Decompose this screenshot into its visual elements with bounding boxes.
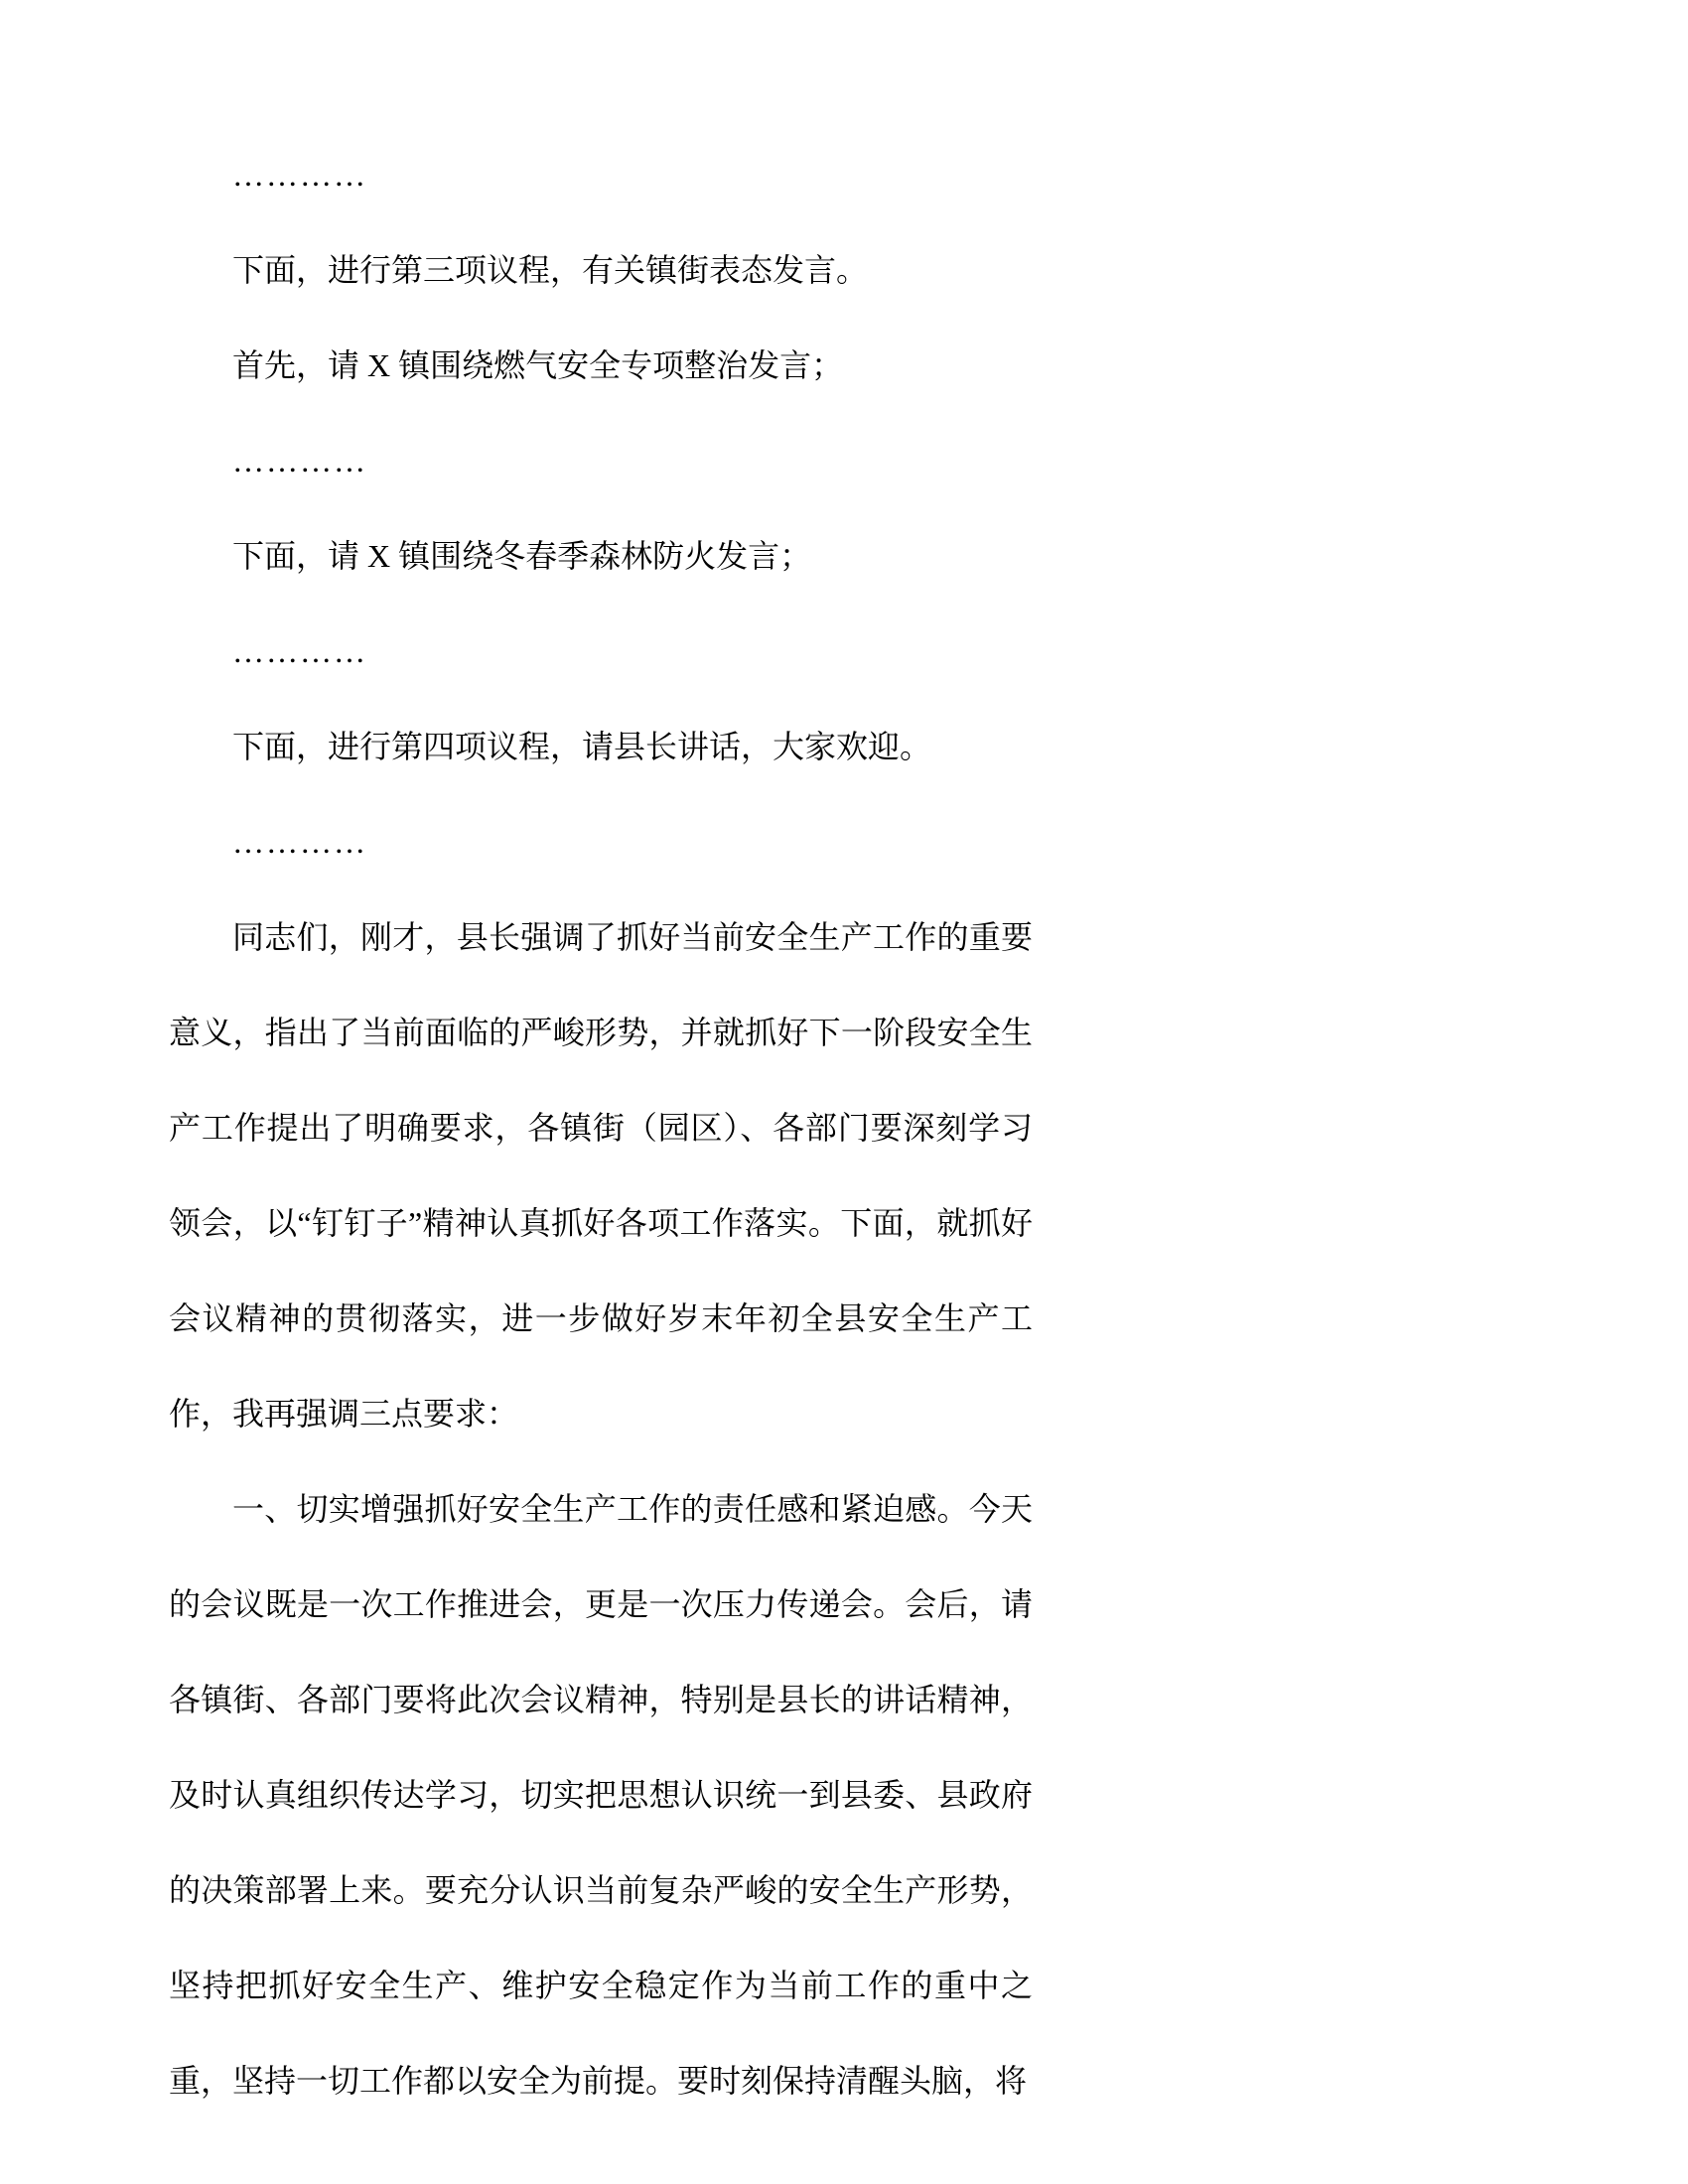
ellipsis-line: ………… — [232, 633, 367, 669]
ellipsis-line: ………… — [232, 824, 367, 860]
agenda-line-fourth-item: 下面，进行第四项议程，请县长讲话，大家欢迎。 — [232, 729, 932, 764]
agenda-line-forest-fire: 下面，请 X 镇围绕冬春季森林防火发言； — [232, 538, 812, 574]
body-paragraph-requirement-one: 一、切实增强抓好安全生产工作的责任感和紧迫感。今天的会议既是一次工作推进会，更是一次压力传递会。会后，请各镇街、各部门要将此次会议精神，特别是县长的讲话精神，及时认真组织传达学习，切实把思想认识统一到县委、县政府的决策部署上来。要充分认识当前复杂严峻的安全生产形势，坚持把抓好安全生产、维护安全稳定作为当前工作的重中之重，坚持一切工作都以安全为前提。要时刻保持清醒头脑，将 — [169, 1491, 1033, 2099]
ellipsis-line: ………… — [232, 157, 367, 193]
agenda-line-gas-safety: 首先，请 X 镇围绕燃气安全专项整治发言； — [232, 347, 844, 383]
body-paragraph-summary: 同志们，刚才，县长强调了抓好当前安全生产工作的重要意义，指出了当前面临的严峻形势，并就抓好下一阶段安全生产工作提出了明确要求，各镇街（园区）、各部门要深刻学习领会，以“钉钉子”精神认真抓好各项工作落实。下面，就抓好会议精神的贯彻落实，进一步做好岁末年初全县安全生产工作，我再强调三点要求： — [169, 919, 1033, 1432]
ellipsis-line: ………… — [232, 443, 367, 478]
agenda-line-third-item: 下面，进行第三项议程，有关镇街表态发言。 — [232, 252, 869, 288]
